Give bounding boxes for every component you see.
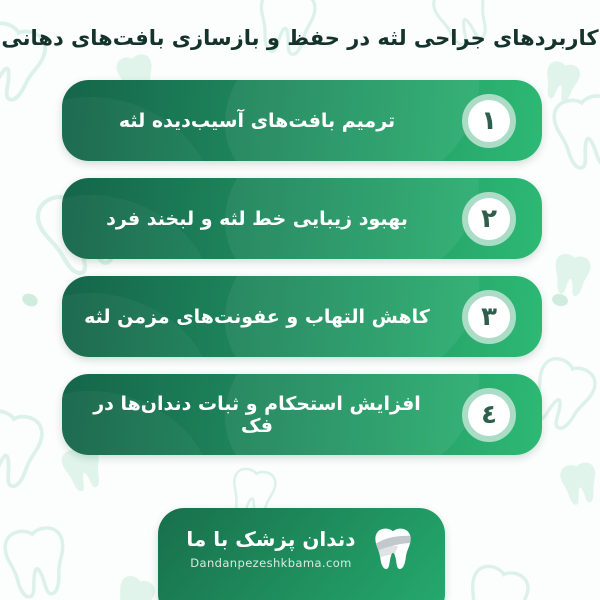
brand-website: Dandanpezeshkbama.com <box>190 555 352 570</box>
brand-row <box>186 523 416 573</box>
footer-brand-card <box>158 508 445 600</box>
list-item-label: کاهش التهاب و عفونت‌های مزمن لثه <box>84 305 430 328</box>
badge-number: ٣ <box>481 301 497 332</box>
brand-text-block <box>186 527 355 570</box>
tooth-icon <box>369 523 417 573</box>
badge-number: ١ <box>481 105 497 136</box>
list-item-label: بهبود زیبایی خط لثه و لبخند فرد <box>106 207 408 230</box>
brand-name: دندان پزشک با ما <box>186 526 356 551</box>
list-item-3 <box>62 276 542 357</box>
list-item-label: افزایش استحکام و ثبات دندان‌ها در فک <box>93 392 421 437</box>
number-badge-2 <box>462 192 516 246</box>
page-title: کاربردهای جراحی لثه در حفظ و بازسازی بافت‌های دهانی <box>1 26 599 50</box>
number-badge-1 <box>462 94 516 148</box>
list-item-label: ترمیم بافت‌های آسیب‌دیده لثه <box>118 109 396 132</box>
list-item-1 <box>62 80 542 161</box>
badge-number: ٢ <box>481 203 497 234</box>
benefits-list <box>62 80 542 472</box>
list-item-4 <box>62 374 542 455</box>
number-badge-3 <box>462 290 516 344</box>
number-badge-4 <box>462 388 516 442</box>
list-item-2 <box>62 178 542 259</box>
badge-number: ٤ <box>481 399 497 430</box>
